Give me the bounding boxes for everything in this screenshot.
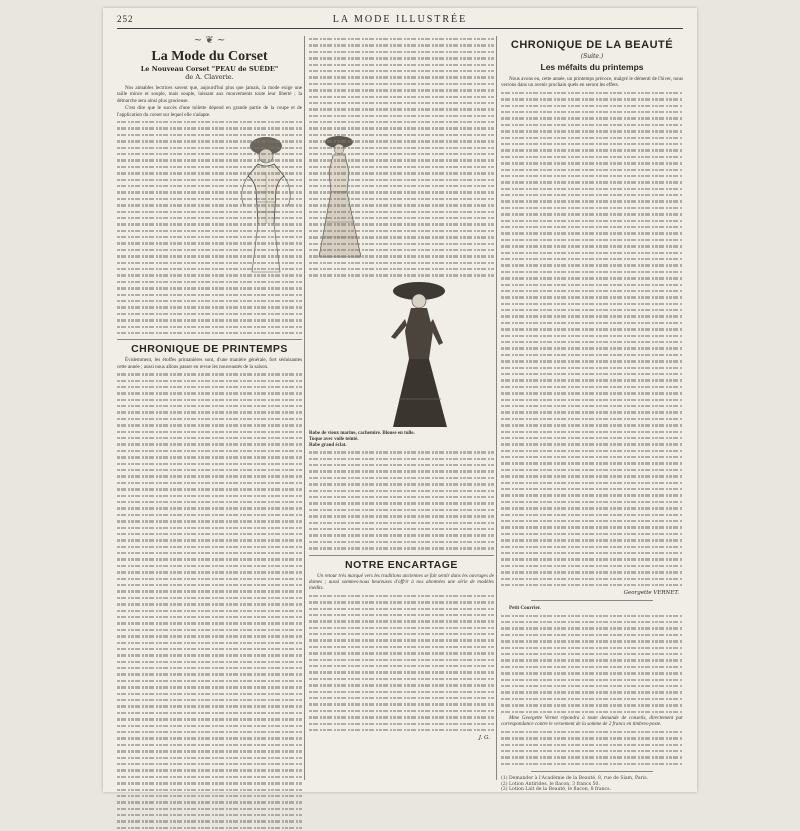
walking-dress-illustration	[309, 279, 494, 429]
encartage-signature: J. G.	[478, 735, 490, 742]
page-header	[117, 14, 683, 29]
corset-lead-paragraph: Nos aimables lectrices savent que, aujourd'hui plus que jamais, la mode exige une taille mince et souple, mais souple, laissant aux mouvements toute leur liberté ; la démarche sera ainsi plus gracieuse.	[117, 85, 302, 104]
encartage-body	[309, 573, 494, 734]
footnote-2: (2) Lotion Antirides, le flacon, 3 francs 50.	[501, 781, 600, 787]
column-3	[501, 36, 683, 793]
text-line	[309, 545, 494, 551]
caption-line-2: Toque avec voile teinté.	[309, 437, 359, 443]
printemps-chronicle-title: CHRONIQUE DE PRINTEMPS	[117, 339, 302, 355]
printemps-chronicle-body	[117, 357, 302, 831]
masthead: LA MODE ILLUSTRÉE	[332, 14, 468, 25]
column-2-body	[309, 36, 494, 552]
footnote-3: (3) Lotion Lait de la Beauté, le flacon, 8 francs.	[501, 787, 611, 793]
beaute-signature: Georgette VERNET.	[623, 590, 679, 597]
text-line	[501, 582, 683, 588]
column-divider	[496, 36, 497, 780]
beaute-suite-note: (Suite.)	[580, 53, 604, 60]
beaute-subtitle: Les méfaits du printemps	[540, 62, 644, 72]
magazine-page	[103, 8, 697, 792]
beaute-lead-paragraph: Nous avons eu, cette année, un printemps précoce, malgré le démenti de l'hiver, nous verrons dans un avenir prochain quels en seront les effets.	[501, 76, 683, 89]
petit-courrier	[501, 605, 683, 767]
encartage-title: NOTRE ENCARTAGE	[309, 555, 494, 571]
column-2	[309, 36, 494, 780]
page-number: 252	[117, 14, 134, 24]
column-divider	[304, 36, 305, 780]
caption-line-1: Robe de vieux marine, cachemire. Blouse en tulle.	[309, 431, 415, 437]
illustration-caption	[309, 431, 494, 449]
corset-article-title: La Mode du Corset	[151, 49, 268, 64]
column-1	[117, 36, 302, 780]
correspondance-notice: Mme Georgette Vernet répondra à toute demande de conseils, directement par correspondance contre le versement de la somme de 2 francs en timbres-poste.	[501, 714, 683, 728]
encartage-lead-paragraph: Un retour très marqué vers les traditions anciennes se fait sentir dans les ouvrages de dames ; aussi sommes-nous heureuses d'offrir à nos abonnées une série de modèles inédits.	[309, 572, 494, 592]
corset-paragraph: C'est dire que le succès d'une toilette dépend en grande partie de la coupe et de l'application du corset sur lequel elle s'adapte.	[117, 105, 302, 118]
corset-article-byline: de A. Claverie.	[185, 73, 234, 81]
beaute-chronicle-body	[501, 76, 683, 588]
corset-article-body	[117, 85, 302, 336]
text-line	[117, 330, 302, 336]
footnote-divider	[531, 771, 653, 772]
text-line	[117, 825, 302, 831]
text-line	[309, 727, 494, 733]
footnote-1: (1) Demander à l'Académie de la Beauté, 8, rue de Siam, Paris.	[501, 776, 649, 782]
corset-article-subtitle: Le Nouveau Corset "PEAU de SUÈDE"	[140, 65, 279, 73]
footnotes	[501, 776, 683, 793]
petit-courrier-label: Petit Courrier.	[509, 605, 541, 612]
text-line	[501, 761, 683, 767]
beaute-chronicle-title: CHRONIQUE DE LA BEAUTÉ	[510, 39, 674, 51]
text-line	[501, 709, 683, 715]
ornament-flourish: ~ ❦ ~	[193, 35, 226, 46]
printemps-lead-paragraph: Évidemment, les étoffes printanières sont, d'une manière générale, fort séduisantes cette année ; aussi nous allons passer en revue les nouveautés de la saison.	[117, 357, 302, 370]
caption-line-3: Robe grand éclat.	[309, 443, 347, 449]
section-divider	[531, 600, 653, 601]
